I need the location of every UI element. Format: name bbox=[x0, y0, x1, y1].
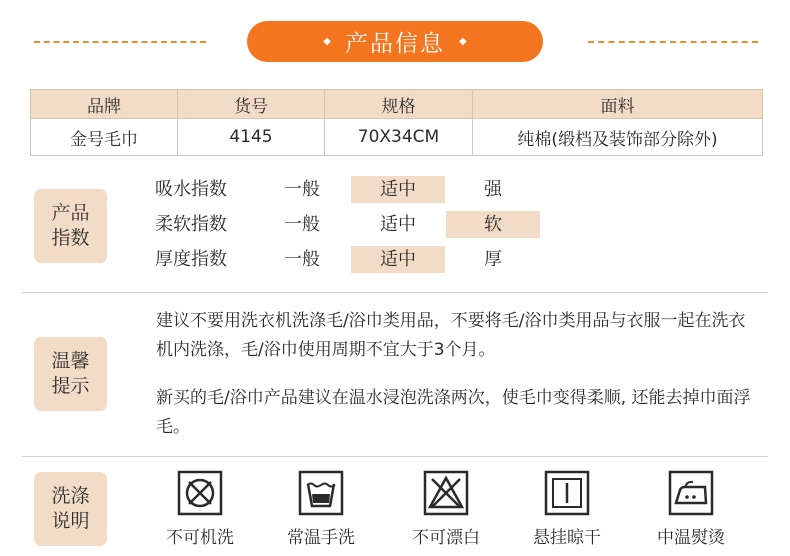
tips-badge bbox=[34, 337, 107, 411]
care-badge bbox=[34, 472, 107, 546]
index-option: 厚 bbox=[484, 249, 502, 270]
table-cell: 70X34CM bbox=[325, 119, 473, 156]
badge-line: 指数 bbox=[51, 227, 90, 249]
no-machine-wash-icon bbox=[177, 470, 223, 516]
table-cell: 金号毛巾 bbox=[31, 119, 178, 156]
badge-line: 产品 bbox=[51, 202, 90, 224]
index-option: 强 bbox=[484, 179, 502, 200]
tip-paragraph: 新买的毛/浴巾产品建议在温水浸泡洗涤两次，使毛巾变得柔顺, 还能去掉巾面浮毛。 bbox=[156, 388, 751, 437]
badge-line: 提示 bbox=[51, 375, 90, 397]
title-dash-right bbox=[588, 41, 758, 43]
care-item bbox=[517, 470, 617, 548]
table-cell: 纯棉(缎档及装饰部分除外) bbox=[473, 119, 763, 156]
care-label: 不可漂白 bbox=[412, 528, 480, 548]
index-option: 软 bbox=[446, 211, 540, 238]
no-bleach-icon bbox=[423, 470, 469, 516]
diamond-icon: ◆ bbox=[459, 36, 467, 47]
index-option: 一般 bbox=[284, 249, 320, 270]
iron-medium-icon bbox=[668, 470, 714, 516]
section-title-text: 产品信息 bbox=[345, 31, 445, 57]
table-header-row bbox=[31, 90, 763, 119]
product-info-table bbox=[30, 89, 763, 156]
index-option: 适中 bbox=[351, 246, 445, 273]
care-label: 中温熨烫 bbox=[657, 528, 725, 548]
index-row-absorbency bbox=[0, 176, 790, 203]
table-cell: 4145 bbox=[178, 119, 325, 156]
index-name: 吸水指数 bbox=[155, 179, 227, 200]
title-dash-left bbox=[34, 41, 206, 43]
index-name: 厚度指数 bbox=[155, 249, 227, 270]
section-divider bbox=[22, 456, 768, 457]
care-item bbox=[641, 470, 741, 548]
index-option: 一般 bbox=[284, 179, 320, 200]
care-label: 常温手洗 bbox=[287, 528, 355, 548]
section-title bbox=[247, 21, 543, 62]
index-row-thickness bbox=[0, 246, 790, 273]
hang-dry-icon bbox=[544, 470, 590, 516]
care-item bbox=[150, 470, 250, 548]
section-divider bbox=[22, 292, 768, 293]
table-header: 货号 bbox=[178, 90, 325, 119]
badge-line: 说明 bbox=[51, 510, 90, 532]
index-option: 一般 bbox=[284, 214, 320, 235]
diamond-icon: ◆ bbox=[323, 36, 331, 47]
badge-line: 洗涤 bbox=[51, 485, 90, 507]
care-label: 悬挂晾干 bbox=[533, 528, 601, 548]
care-item bbox=[396, 470, 496, 548]
index-row-softness bbox=[0, 211, 790, 238]
care-item bbox=[271, 470, 371, 548]
table-header: 面料 bbox=[473, 90, 763, 119]
tip-paragraph: 建议不要用洗衣机洗涤毛/浴巾类用品，不要将毛/浴巾类用品与衣服一起在洗衣机内洗涤，毛/浴巾使用周期不宜大于3个月。 bbox=[156, 311, 746, 360]
hand-wash-icon bbox=[298, 470, 344, 516]
index-option: 适中 bbox=[351, 176, 445, 203]
care-label: 不可机洗 bbox=[166, 528, 234, 548]
table-header: 品牌 bbox=[31, 90, 178, 119]
index-option: 适中 bbox=[380, 214, 416, 235]
table-header: 规格 bbox=[325, 90, 473, 119]
table-row bbox=[31, 119, 763, 156]
badge-line: 温馨 bbox=[51, 350, 90, 372]
index-name: 柔软指数 bbox=[155, 214, 227, 235]
